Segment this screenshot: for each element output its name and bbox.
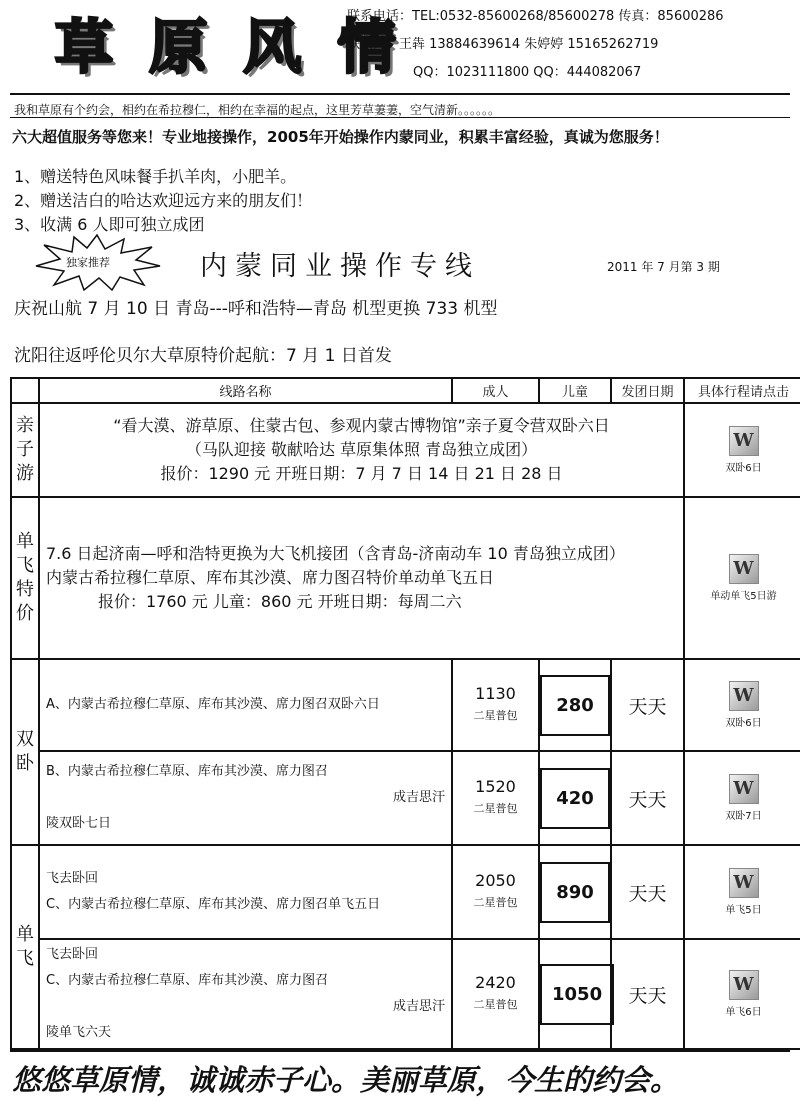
adult-price	[452, 751, 539, 845]
desc-line: 成吉思汗	[392, 999, 445, 1014]
row-description	[39, 845, 452, 939]
route-change-notice: 庆祝山航 7 月 10 日 青岛---呼和浩特—青岛 机型更换 733 机型	[14, 299, 498, 319]
desc-line: “看大漠、游草原、住蒙古包、参观内蒙古博物馆”亲子夏令营双卧六日	[113, 416, 610, 435]
issue-label: 2011 年 7 月第 3 期	[607, 260, 720, 274]
category-label: 单飞	[11, 845, 39, 1049]
departure-date: 天天	[611, 751, 684, 845]
header-blank	[11, 378, 39, 403]
desc-line: 飞去卧回	[46, 871, 99, 886]
child-price	[539, 751, 611, 845]
itinerary-link[interactable]	[684, 751, 800, 845]
hotel-grade: 二星普包	[473, 896, 518, 909]
child-price-value: 420	[540, 768, 610, 829]
departure-date: 天天	[611, 845, 684, 939]
desc-line: 报价：1760 元 儿童：860 元 开班日期：每周二六	[98, 592, 462, 611]
desc-line: B、内蒙古希拉穆仁草原、库布其沙漠、席力图召	[46, 764, 328, 779]
row-description	[39, 751, 452, 845]
hotel-grade: 二星普包	[473, 709, 518, 722]
desc-line: 7.6 日起济南—呼和浩特更换为大飞机接团（含青岛-济南动车 10 青岛独立成团）	[46, 544, 625, 563]
divider	[10, 117, 790, 118]
divider	[10, 1050, 790, 1052]
contact-persons: 联系人：王犇 13884639614 朱婷婷 15165262719	[347, 37, 659, 52]
itinerary-label: 双卧6日	[725, 718, 762, 729]
child-price-value: 280	[540, 675, 610, 736]
child-price-value: 1050	[540, 964, 614, 1025]
row-description	[39, 659, 452, 751]
itinerary-label: 单动单飞5日游	[710, 591, 777, 602]
desc-line: C、内蒙古希拉穆仁草原、库布其沙漠、席力图召单飞五日	[46, 897, 381, 912]
itinerary-link[interactable]	[684, 939, 800, 1049]
contact-tel: 联系电话：TEL:0532-85600268/85600278 传真：85600286	[347, 9, 724, 24]
contact-qq: QQ：1023111800 QQ：444082067	[413, 65, 642, 80]
departure-date: 天天	[611, 659, 684, 751]
adult-price-value: 2050	[475, 871, 516, 890]
adult-price-value: 2420	[475, 973, 516, 992]
word-doc-icon[interactable]: W	[729, 426, 759, 456]
category-label: 亲子游	[11, 403, 39, 497]
child-price	[539, 659, 611, 751]
table-row	[11, 403, 800, 497]
table-row	[11, 751, 800, 845]
header-itinerary: 具体行程请点击	[684, 378, 800, 403]
row-description	[39, 403, 684, 497]
table-row	[11, 845, 800, 939]
desc-line: （马队迎接 敬献哈达 草原集体照 青岛独立成团）	[185, 440, 538, 459]
special-line-title: 内蒙同业操作专线	[200, 251, 480, 282]
brand-title: 草 原 风 情	[55, 13, 404, 81]
itinerary-label: 单飞6日	[725, 1007, 762, 1018]
gift-item: 3、收满 6 人即可独立成团	[14, 215, 205, 234]
hotel-grade: 二星普包	[473, 802, 518, 815]
child-price	[539, 939, 611, 1049]
desc-line: 内蒙古希拉穆仁草原、库布其沙漠、席力图召特价单动单飞五日	[46, 568, 495, 587]
row-description	[39, 497, 684, 659]
header-route: 线路名称	[39, 378, 452, 403]
desc-line: 报价：1290 元 开班日期：7 月 7 日 14 日 21 日 28 日	[160, 464, 563, 483]
category-label: 单飞特价	[11, 497, 39, 659]
desc-line: 成吉思汗	[392, 790, 445, 805]
adult-price-value: 1520	[475, 777, 516, 796]
itinerary-label: 双卧6日	[725, 463, 762, 474]
header-adult: 成人	[452, 378, 539, 403]
desc-line: A、内蒙古希拉穆仁草原、库布其沙漠、席力图召双卧六日	[46, 697, 380, 712]
route-table	[10, 377, 800, 1050]
table-row	[11, 497, 800, 659]
departure-date: 天天	[611, 939, 684, 1049]
gift-item: 2、赠送洁白的哈达欢迎远方来的朋友们！	[14, 191, 313, 210]
word-doc-icon[interactable]: W	[729, 868, 759, 898]
desc-line: 陵双卧七日	[46, 816, 112, 831]
itinerary-link[interactable]	[684, 659, 800, 751]
itinerary-label: 单飞5日	[725, 905, 762, 916]
child-price-value: 890	[540, 862, 610, 923]
table-header	[11, 378, 800, 403]
adult-price	[452, 845, 539, 939]
adult-price	[452, 939, 539, 1049]
word-doc-icon[interactable]: W	[729, 554, 759, 584]
itinerary-link[interactable]	[684, 845, 800, 939]
child-price	[539, 845, 611, 939]
itinerary-link[interactable]	[684, 403, 800, 497]
desc-line: 飞去卧回	[46, 947, 99, 962]
header-child: 儿童	[539, 378, 611, 403]
shenyang-notice: 沈阳往返呼伦贝尔大草原特价起航：7 月 1 日首发	[14, 346, 392, 366]
table-row	[11, 939, 800, 1049]
table-row	[11, 659, 800, 751]
category-label: 双卧	[11, 659, 39, 845]
word-doc-icon[interactable]: W	[729, 970, 759, 1000]
badge-label: 独家推荐	[66, 256, 110, 269]
adult-price	[452, 659, 539, 751]
intro-text: 我和草原有个约会，相约在希拉穆仁，相约在幸福的起点，这里芳草萋萋，空气清新。。。。。。	[14, 103, 501, 117]
header-departure: 发团日期	[611, 378, 684, 403]
divider	[10, 93, 790, 95]
word-doc-icon[interactable]: W	[729, 681, 759, 711]
gift-item: 1、赠送特色风味餐手扒羊肉，小肥羊。	[14, 167, 297, 186]
hotel-grade: 二星普包	[473, 998, 518, 1011]
itinerary-label: 双卧7日	[725, 811, 762, 822]
desc-line: 陵单飞六天	[46, 1025, 112, 1040]
word-doc-icon[interactable]: W	[729, 774, 759, 804]
service-slogan: 六大超值服务等您来！专业地接操作，2005年开始操作内蒙同业，积累丰富经验，真诚为您服务！	[12, 128, 669, 146]
row-description	[39, 939, 452, 1049]
adult-price-value: 1130	[475, 684, 516, 703]
footer-slogan: 悠悠草原情，诚诚赤子心。美丽草原，今生的约会。	[12, 1063, 680, 1097]
desc-line: C、内蒙古希拉穆仁草原、库布其沙漠、席力图召	[46, 973, 329, 988]
itinerary-link[interactable]	[684, 497, 800, 659]
